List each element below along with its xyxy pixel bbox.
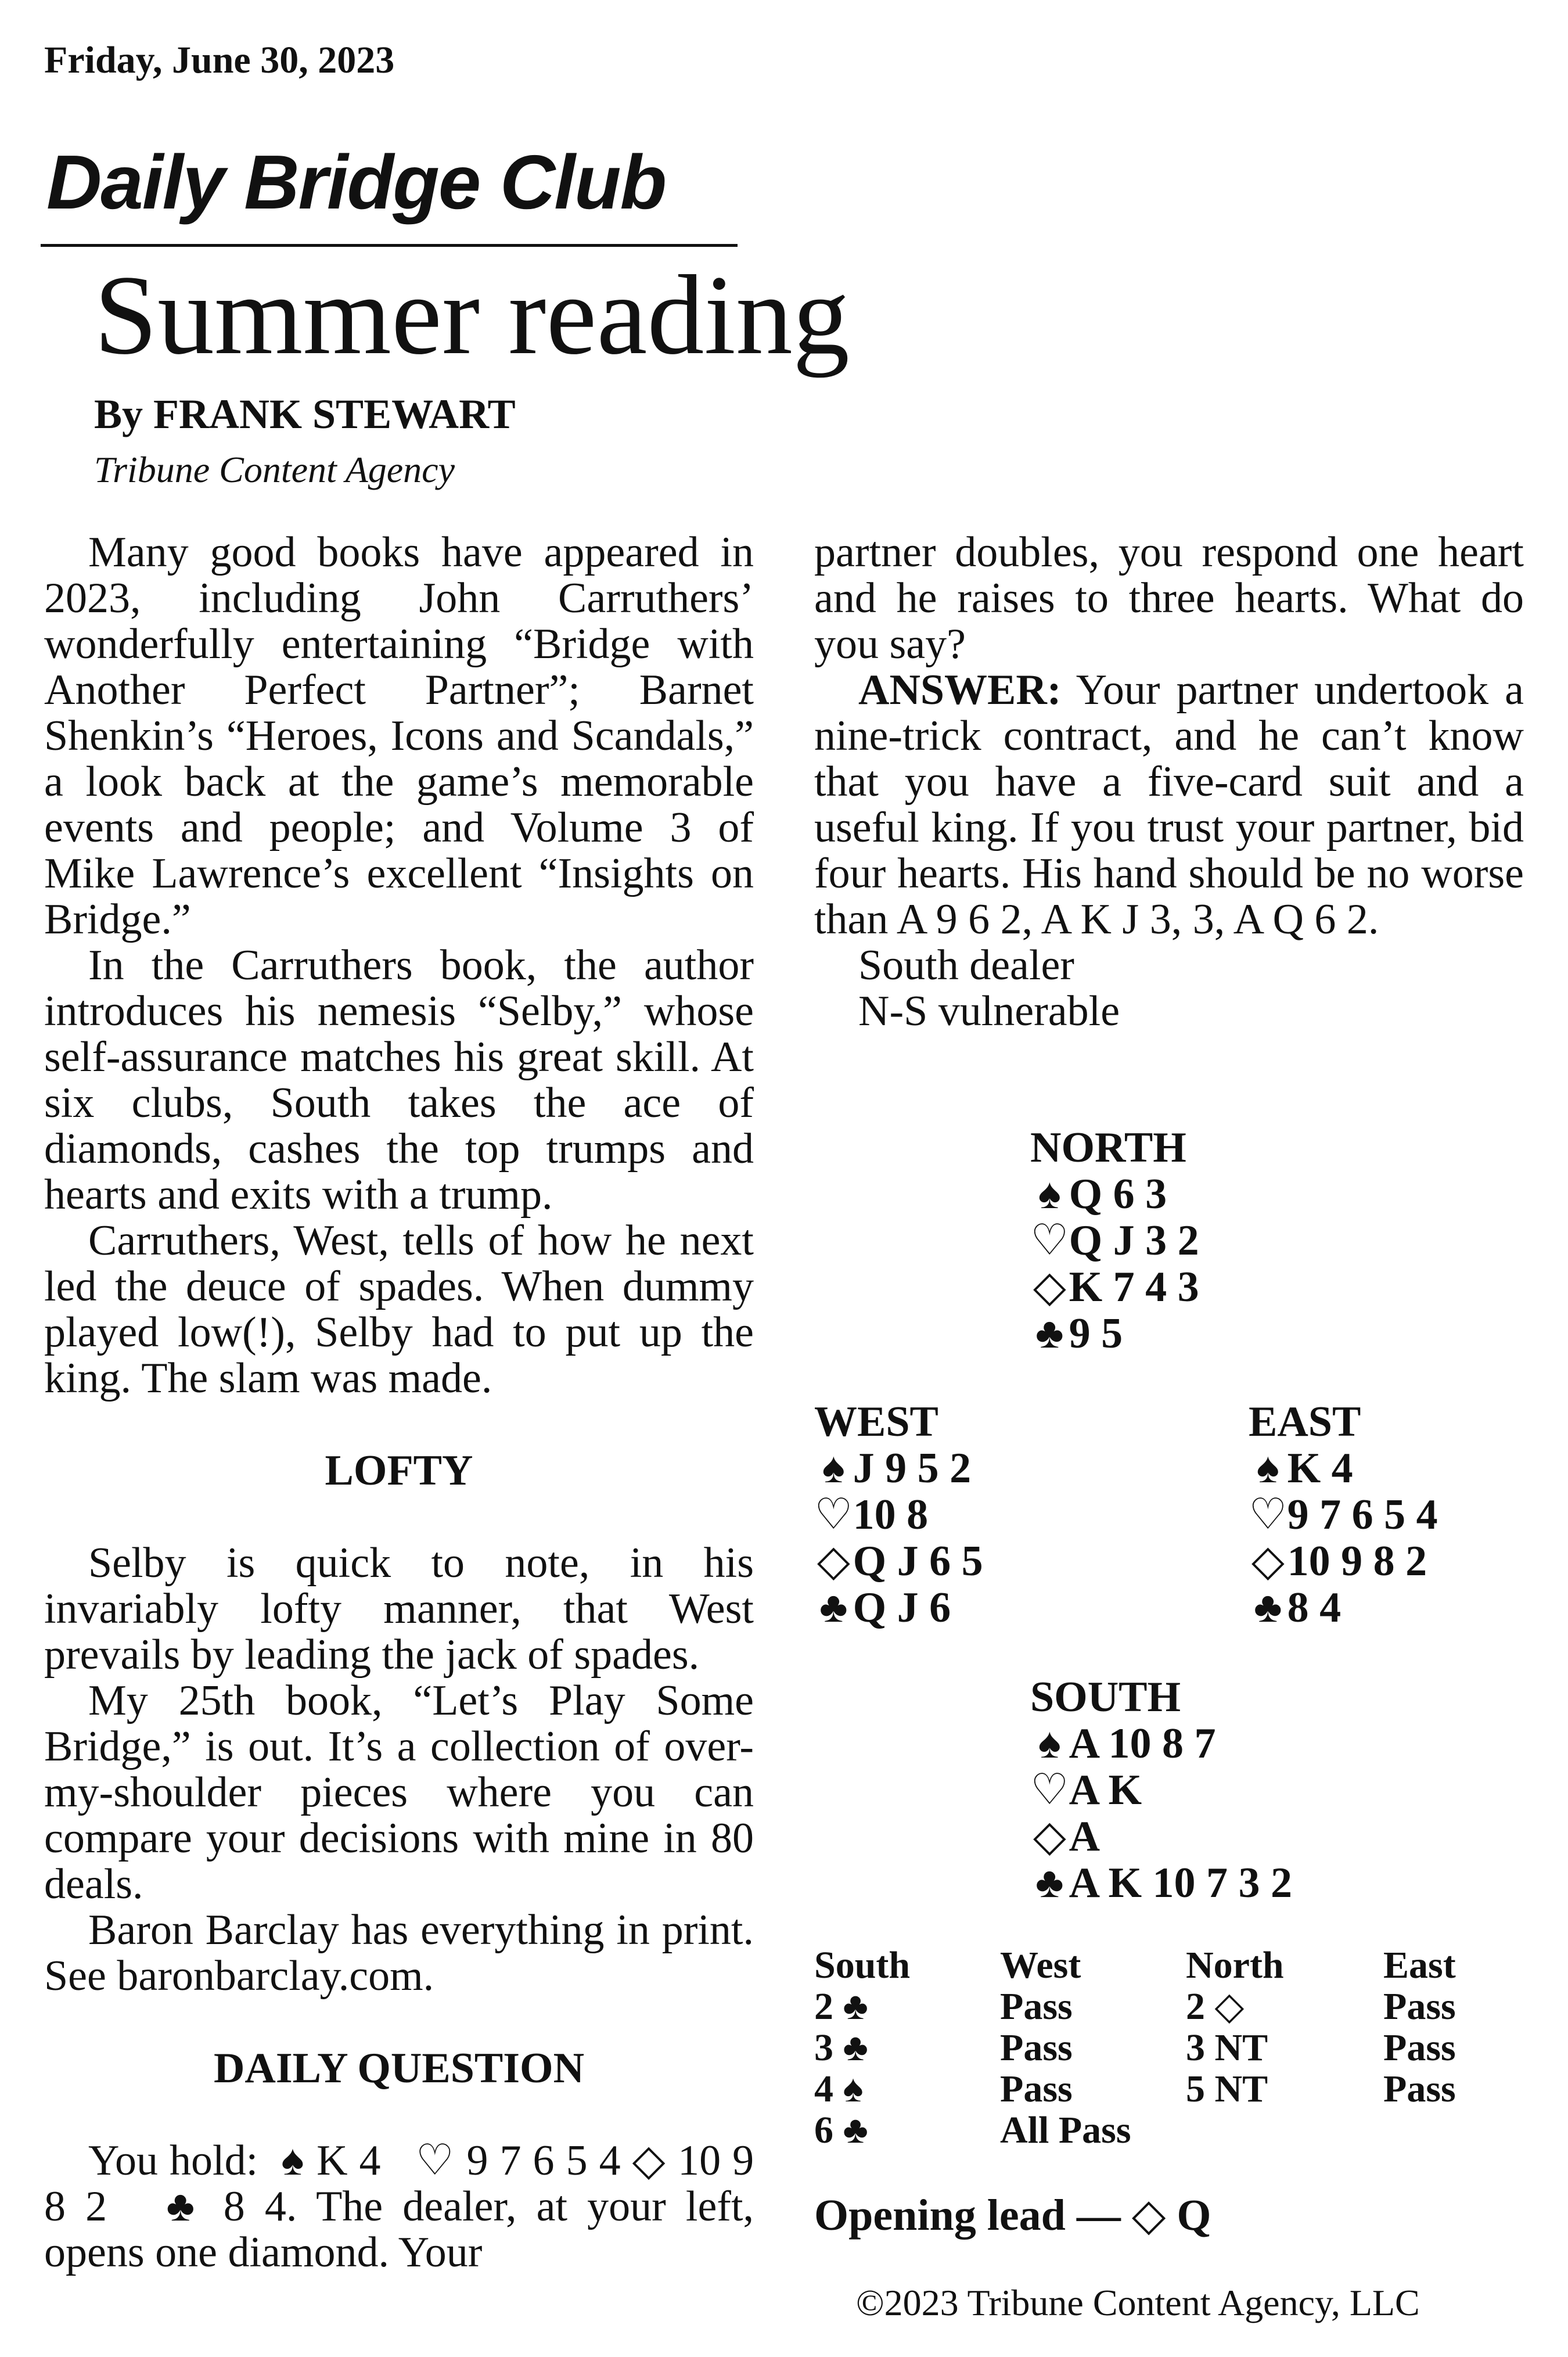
clubs-holding: 8 4	[1287, 1584, 1342, 1632]
auction-row	[814, 2068, 1568, 2110]
auction-bid: Pass	[1000, 2027, 1073, 2069]
diamonds-holding: 10 9 8 2	[1287, 1537, 1427, 1585]
spades-holding: Q 6 3	[1069, 1170, 1167, 1218]
spades-holding: J 9 5 2	[853, 1445, 972, 1492]
auction-bid: Pass	[1383, 2068, 1456, 2110]
auction-header-row	[814, 1945, 1568, 1986]
spade-icon: ♠	[281, 2137, 305, 2184]
auction-header: West	[1000, 1944, 1081, 1986]
byline: By FRANK STEWART	[94, 391, 516, 437]
auction-header: East	[1383, 1944, 1456, 1986]
question-diamonds: 10 9 8 2	[44, 2137, 754, 2230]
opening-lead: Opening lead — ◇ Q	[814, 2191, 1211, 2240]
hand-west	[814, 1399, 983, 1631]
auction-bid: 4 ♠	[814, 2068, 864, 2110]
article-right-column	[814, 530, 1524, 1034]
club-icon: ♣	[166, 2183, 204, 2230]
auction-header: South	[814, 1944, 911, 1986]
spade-icon: ♠	[1038, 1720, 1061, 1767]
question-clubs: 8 4.	[223, 2183, 297, 2230]
paragraph: My 25th book, “Let’s Play Some Bridge,” is out. It’s a collection of over-my-shoulder pieces where you can compare your decisions with mine in 80 deals.	[44, 1677, 754, 1908]
auction-bid: Pass	[1000, 2068, 1073, 2110]
section-heading-lofty: LOFTY	[325, 1447, 473, 1494]
question-hearts: 9 7 6 5 4	[466, 2137, 621, 2184]
club-icon: ♣	[819, 1584, 848, 1632]
auction-bid: 6 ♣	[814, 2109, 868, 2151]
auction-bid: 3 ♣	[814, 2027, 868, 2069]
spades-holding: K 4	[1287, 1445, 1353, 1492]
hearts-holding: A K	[1069, 1766, 1142, 1814]
spade-icon: ♠	[1256, 1445, 1279, 1492]
hearts-holding: Q J 3 2	[1069, 1217, 1199, 1264]
auction-row	[814, 1986, 1568, 2027]
diamond-icon: ◇	[1251, 1537, 1285, 1585]
question-intro: You hold:	[88, 2137, 258, 2184]
diamond-icon: ◇	[1033, 1813, 1066, 1860]
hand-label: WEST	[814, 1398, 938, 1446]
answer-paragraph	[814, 667, 1524, 943]
heart-icon: ♡	[415, 2137, 455, 2184]
heart-icon: ♡	[814, 1491, 853, 1539]
answer-text: Your partner undertook a nine-trick contract, and he can’t know that you have a five-card suit and a useful king. If you trust your partner, bid four hearts. His hand should be no worse than A 9 6 2, A K J 3, 3, A Q 6 2.	[814, 666, 1524, 943]
question-continued: partner doubles, you respond one heart and he raises to three hearts. What do you say?	[814, 529, 1524, 668]
spades-holding: A 10 8 7	[1069, 1720, 1216, 1767]
hand-south	[1030, 1674, 1292, 1906]
hand-label: SOUTH	[1030, 1673, 1181, 1721]
section-heading-daily-question: DAILY QUESTION	[213, 2045, 585, 2092]
date-line: Friday, June 30, 2023	[44, 39, 395, 81]
clubs-holding: Q J 6	[853, 1584, 951, 1632]
question-spades: K 4	[317, 2137, 381, 2184]
auction-bid: 2 ◇	[1186, 1985, 1245, 2028]
auction-bid: 2 ♣	[814, 1985, 868, 2028]
agency: Tribune Content Agency	[94, 449, 455, 490]
dealer: South dealer	[858, 942, 1074, 989]
auction-bid: Pass	[1000, 1985, 1073, 2028]
column-name: Daily Bridge Club	[46, 139, 666, 225]
hand-east	[1249, 1399, 1438, 1631]
question-text: The dealer, at your left, opens one diamond. Your	[44, 2183, 754, 2276]
club-icon: ♣	[1035, 1310, 1064, 1357]
diamond-icon: ◇	[817, 1537, 850, 1585]
diamonds-holding: K 7 4 3	[1069, 1263, 1199, 1311]
auction-bid: 3 NT	[1186, 2027, 1268, 2069]
paragraph: Many good books have appeared in 2023, including John Carruthers’ wonderfully entertaining “Bridge with Another Perfect Partner”; Barnet Shenkin’s “Heroes, Icons and Scandals,” a look back at the game’s memorable events and people; and Volume 3 of Mike Lawrence’s excellent “Insights on Bridge.”	[44, 529, 754, 943]
paragraph: Baron Barclay has everything in print. See baronbarclay.com.	[44, 1906, 754, 2000]
auction-bid: Pass	[1383, 1985, 1456, 2028]
hand-label: EAST	[1249, 1398, 1361, 1446]
auction-row	[814, 2027, 1568, 2068]
club-icon: ♣	[1035, 1859, 1064, 1907]
header-rule	[41, 244, 738, 247]
auction-row	[814, 2110, 1568, 2151]
diamond-icon: ◇	[632, 2137, 667, 2184]
auction-bid	[1383, 2110, 1568, 2151]
hearts-holding: 9 7 6 5 4	[1287, 1491, 1438, 1539]
clubs-holding: A K 10 7 3 2	[1069, 1859, 1293, 1907]
club-icon: ♣	[1254, 1584, 1282, 1632]
heart-icon: ♡	[1030, 1217, 1069, 1264]
hearts-holding: 10 8	[853, 1491, 929, 1539]
headline: Summer reading	[94, 252, 850, 378]
spade-icon: ♠	[822, 1445, 845, 1492]
answer-label: ANSWER:	[858, 666, 1062, 714]
auction-header: North	[1186, 1944, 1284, 1986]
auction-bid	[1186, 2110, 1383, 2151]
diamonds-holding: Q J 6 5	[853, 1537, 983, 1585]
paragraph: Carruthers, West, tells of how he next led the deuce of spades. When dummy played low(!), Selby had to put up the king. The slam was made.	[44, 1217, 754, 1402]
auction-bid: Pass	[1383, 2027, 1456, 2069]
article-left-column	[44, 530, 754, 2276]
paragraph: Selby is quick to note, in his invariably lofty manner, that West prevails by leading the jack of spades.	[44, 1539, 754, 1679]
diamonds-holding: A	[1069, 1813, 1101, 1860]
question-paragraph	[44, 2138, 754, 2276]
auction-table	[814, 1945, 1568, 2151]
clubs-holding: 9 5	[1069, 1310, 1123, 1357]
hand-north	[1030, 1124, 1199, 1357]
vulnerability: N-S vulnerable	[858, 987, 1120, 1035]
spade-icon: ♠	[1038, 1170, 1061, 1218]
copyright: ©2023 Tribune Content Agency, LLC	[856, 2282, 1420, 2323]
heart-icon: ♡	[1249, 1491, 1288, 1539]
paragraph: In the Carruthers book, the author introduces his nemesis “Selby,” whose self-assurance matches his great skill. At six clubs, South takes the ace of diamonds, cashes the top trumps and hearts and exits with a trump.	[44, 942, 754, 1219]
diamond-icon: ◇	[1033, 1263, 1066, 1311]
heart-icon: ♡	[1030, 1766, 1069, 1814]
auction-bid: All Pass	[1000, 2109, 1131, 2151]
auction-bid: 5 NT	[1186, 2068, 1268, 2110]
hand-label: NORTH	[1030, 1124, 1186, 1172]
